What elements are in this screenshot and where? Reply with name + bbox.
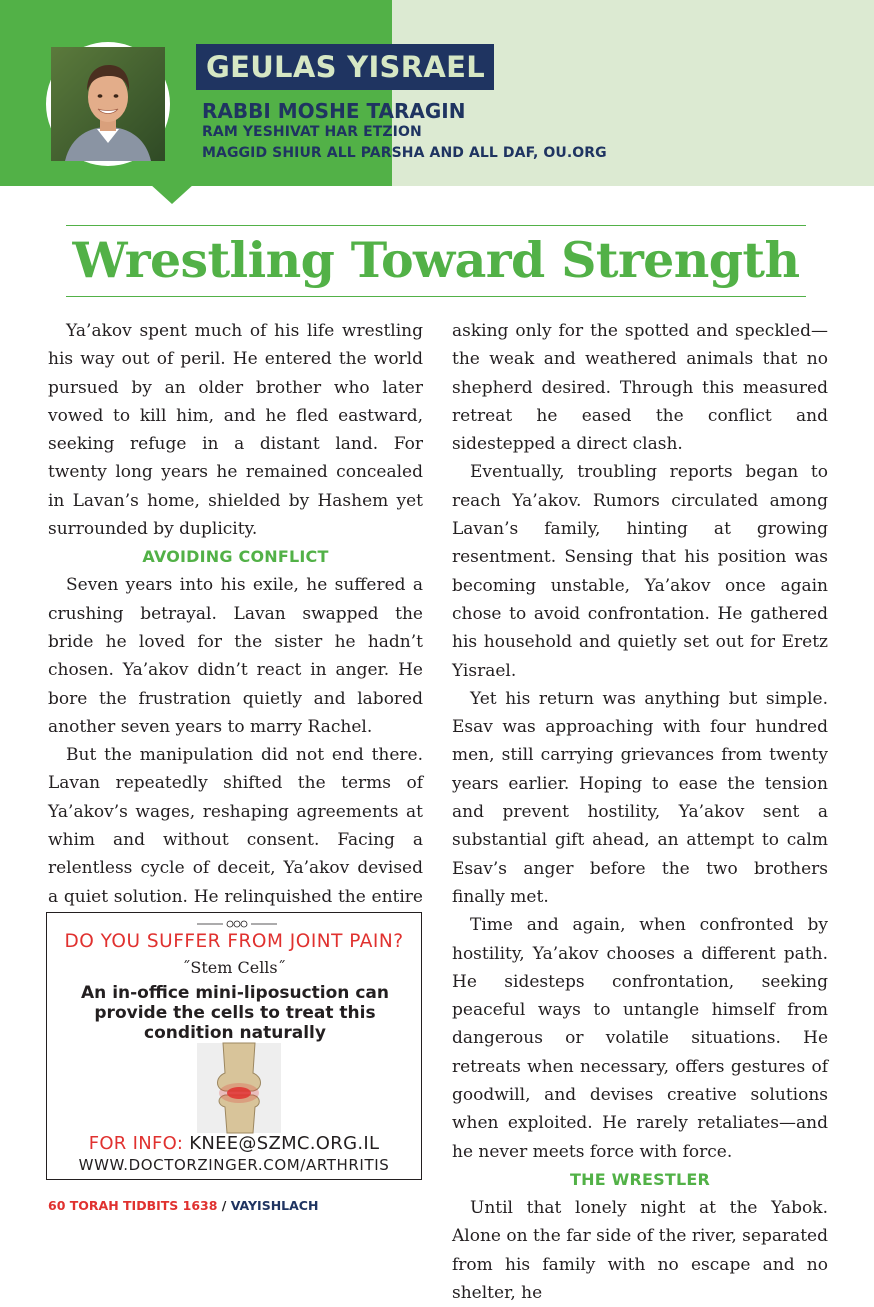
subheading: THE WRESTLER xyxy=(570,1169,710,1189)
ad-subheadline: ˝Stem Cells˝ xyxy=(182,958,286,977)
author-name: RABBI MOSHE TARAGIN xyxy=(202,99,466,123)
ad-contact[interactable] xyxy=(47,1133,421,1154)
ad-email-link[interactable]: KNEE@SZMC.ORG.IL xyxy=(189,1133,380,1154)
knee-joint-icon xyxy=(197,1043,281,1133)
paragraph: asking only for the spotted and speckled—the weak and weathered animals that no shepherd desired. Through this measured retreat he eased the conflict and sidestepped a direct clash. xyxy=(452,321,828,455)
paragraph: Eventually, troubling reports began to reach Ya’akov. Rumors circulated among Lavan’s family, hinting at growing resentment. Sensing that his position was becoming unstable, Ya’akov once again chose to avoid confrontation. He gathered his household and quietly set out for Eretz Yisrael. xyxy=(452,462,828,681)
parsha-name: VAYISHLACH xyxy=(230,1198,319,1213)
header-notch xyxy=(150,184,194,204)
footer-separator: / xyxy=(217,1198,231,1213)
title-rule-bottom xyxy=(66,296,806,297)
paragraph: Seven years into his exile, he suffered a crushing betrayal. Lavan swapped the bride he loved for the sister he hadn’t chosen. Ya’akov didn’t react in anger. He bore the frustration quietly and labored another seven years to marry Rachel. xyxy=(48,575,423,737)
ad-body: An in-office mini-liposuction can provide the cells to treat this condition naturally xyxy=(81,983,389,1043)
advertisement[interactable] xyxy=(46,912,422,1180)
article-column-left xyxy=(48,317,423,939)
ad-headline: DO YOU SUFFER FROM JOINT PAIN? xyxy=(64,931,404,952)
ornament-icon xyxy=(197,917,277,931)
paragraph: Yet his return was anything but simple. Esav was approaching with four hundred men, still carrying grievances from twenty years earlier. Hoping to ease the tension and prevent hostility, Ya’akov sent a substantial gift ahead, an attempt to calm Esav’s anger before the two brothers finally met. xyxy=(452,688,828,907)
author-affiliation: MAGGID SHIUR ALL PARSHA AND ALL DAF, OU.ORG xyxy=(202,145,607,161)
title-rule-top xyxy=(66,225,806,226)
article-title: Wrestling Toward Strength xyxy=(72,231,800,289)
author-position: RAM YESHIVAT HAR ETZION xyxy=(202,124,422,140)
paragraph: Until that lonely night at the Yabok. Alone on the far side of the river, separated from his family with no escape and no shelter, he xyxy=(452,1197,828,1303)
paragraph: Ya’akov spent much of his life wrestling his way out of peril. He entered the world pursued by an older brother who later vowed to kill him, and he fled eastward, seeking refuge in a distant land. For twenty long years he remained concealed in Lavan’s home, shielded by Hashem yet surrounded by duplicity. xyxy=(48,321,423,540)
publication-info: 60 TORAH TIDBITS 1638 xyxy=(48,1198,218,1213)
article-column-right xyxy=(452,317,828,1307)
ad-website-link[interactable]: WWW.DOCTORZINGER.COM/ARTHRITIS xyxy=(78,1156,390,1174)
paragraph: But the manipulation did not end there. Lavan repeatedly shifted the terms of Ya’akov’s wages, reshaping agreements at whim and without consent. Facing a relentless cycle of deceit, Ya’akov devised a quiet solution. He relinquished the entire xyxy=(48,745,423,907)
subheading: AVOIDING CONFLICT xyxy=(142,547,329,567)
paragraph: Time and again, when confronted by hostility, Ya’akov chooses a different path. He sidesteps confrontation, seeking peaceful ways to untangle himself from dangerous or volatile situations. He retreats when necessary, offers gestures of goodwill, and devises creative solutions when exploited. He rarely retaliates—and he never meets force with force. xyxy=(452,915,828,1162)
column-name: GEULAS YISRAEL xyxy=(196,44,494,90)
page-footer xyxy=(48,1198,318,1213)
author-photo xyxy=(51,47,165,161)
ad-contact-label: FOR INFO: xyxy=(88,1133,184,1154)
author-avatar xyxy=(46,42,170,166)
